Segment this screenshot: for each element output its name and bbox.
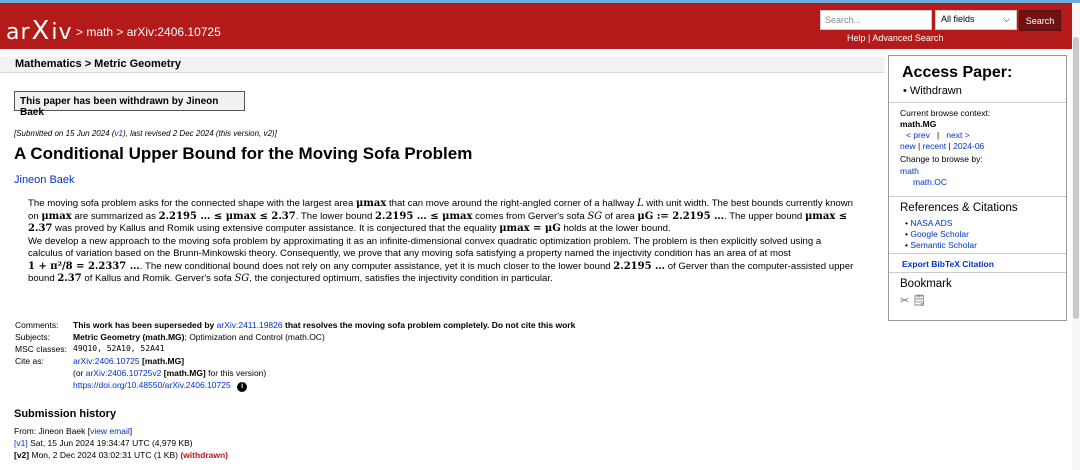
cite-row: Cite as: arXiv:2406.10725 [math.MG] [15, 356, 185, 366]
breadcrumb[interactable]: > math > arXiv:2406.10725 [76, 25, 221, 39]
subject-bar [0, 57, 885, 73]
divider [889, 253, 1066, 254]
bookmark-title: Bookmark [900, 278, 952, 290]
subject-heading: Mathematics > Metric Geometry [15, 58, 181, 70]
arxiv-logo[interactable]: ar X iv [6, 16, 73, 46]
header-bar [0, 3, 1080, 49]
chevron-down-icon: ⌵ [1003, 14, 1010, 24]
cite-link[interactable]: arXiv:2406.10725 [73, 356, 140, 366]
withdrawn-status: (withdrawn) [180, 450, 229, 460]
comments-row: Comments: This work has been superseded by arXiv:2411.19826 that resolves the moving sofa problem completely. Do not cite this work [15, 320, 576, 330]
subjects-row: Subjects: Metric Geometry (math.MG); Optimization and Control (math.OC) [15, 332, 325, 342]
info-icon[interactable]: i [237, 382, 247, 392]
metadata-table [15, 319, 575, 392]
abstract: The moving sofa problem asks for the connected shape with the largest area μmax that can move around the right-angled corner of a hallway L with unit width. The best bounds currently known on μmax are summarized as 2.2195 … ≤ μmax ≤ 2.37. The lower bound 2.2195 … ≤ μmax comes from Gerver's sofa SG of area μG := 2.2195 …. The upper bound μmax ≤ 2.37 was proved by Kallus and Romik using extensive computer assistance. It is conjectured that the equality μmax = μG holds at the lower bound. We develop a new approach to the moving sofa problem by approximating it as an infinite-dimensional convex quadratic optimization problem. The problem is then explicitly solved using a calculus of variation based on the Brunn-Minkowski theory. Consequently, we prove that any moving sofa satisfying a property named the injectivity condition has an area of at most 1 + π²/8 = 2.2337 …. The new conditional bound does not rely on any computer assistance, yet it is much closer to the lower bound 2.2195 … of Gerver than the computer-assisted upper bound 2.37 of Kallus and Romik. Gerver's sofa SG, the conjectured optimum, satisfies the injectivity condition in particular. [28, 198, 854, 284]
doi-row [15, 379, 575, 392]
google-scholar-link[interactable]: Google Scholar [910, 229, 969, 239]
references-list: • NASA ADS • Google Scholar • Semantic Scholar [905, 218, 977, 250]
paper-title: A Conditional Upper Bound for the Moving Sofa Problem [14, 144, 473, 163]
references-title: References & Citations [900, 202, 1018, 214]
browse-math-link[interactable]: math [900, 166, 919, 176]
msc-row: MSC classes: 49Q10, 52A10, 52A41 [15, 344, 165, 354]
doi-link[interactable]: https://doi.org/10.48550/arXiv.2406.10725 [73, 380, 231, 390]
recent-link[interactable]: recent [922, 141, 947, 151]
scrollbar[interactable] [1072, 3, 1080, 470]
search-input[interactable]: Search... [820, 10, 932, 30]
author-link[interactable]: Jineon Baek [14, 174, 75, 186]
access-paper-title: Access Paper: [902, 64, 1013, 81]
withdrawn-notice: This paper has been withdrawn by Jineon Baek [14, 91, 245, 111]
browse-math-oc-link[interactable]: math.OC [913, 177, 948, 187]
new-link[interactable]: new [900, 141, 916, 151]
v1-link[interactable]: v1 [114, 129, 123, 138]
search-field-select[interactable]: All fields ⌵ [935, 10, 1017, 30]
sidebar [888, 55, 1067, 321]
submission-history-title: Submission history [14, 408, 117, 420]
help-link[interactable]: Help [847, 33, 866, 43]
cite-version-row: (or arXiv:2406.10725v2 [math.MG] for this version) [73, 368, 267, 378]
access-withdrawn: • Withdrawn [903, 85, 962, 97]
submission-dateline: [Submitted on 15 Jun 2024 (v1), last revised 2 Dec 2024 (this version, v2)] [14, 129, 277, 138]
prev-link[interactable]: < prev [906, 130, 930, 140]
divider [889, 196, 1066, 197]
nasa-ads-link[interactable]: NASA ADS [910, 218, 953, 228]
export-bibtex-link[interactable]: Export BibTeX Citation [902, 259, 994, 269]
cite-version-link[interactable]: arXiv:2406.10725v2 [85, 368, 162, 378]
scrollbar-thumb[interactable] [1073, 37, 1079, 319]
divider [889, 102, 1066, 103]
month-link[interactable]: 2024-06 [953, 141, 985, 151]
browse-context: Current browse context: math.MG < prev | next > new | recent | 2024-06 Change to browse by: math math.OC [900, 108, 991, 187]
help-links: Help | Advanced Search [847, 33, 944, 43]
superseding-paper-link[interactable]: arXiv:2411.19826 [216, 320, 283, 330]
v1-version-link[interactable]: [v1] [14, 438, 28, 448]
advanced-search-link[interactable]: Advanced Search [872, 33, 944, 43]
search-button[interactable]: Search [1019, 10, 1061, 31]
semantic-scholar-link[interactable]: Semantic Scholar [910, 240, 977, 250]
view-email-link[interactable]: view email [90, 426, 130, 436]
submission-history: From: Jineon Baek [view email] [v1] Sat, 15 Jun 2024 19:34:47 UTC (4,979 KB) [v2] Mon, 2 Dec 2024 03:02:31 UTC (1 KB) (withdrawn) [14, 426, 229, 460]
next-link[interactable]: next > [946, 130, 970, 140]
divider [889, 272, 1066, 273]
bookmark-icons[interactable]: ✂ 🗒 [900, 295, 927, 307]
